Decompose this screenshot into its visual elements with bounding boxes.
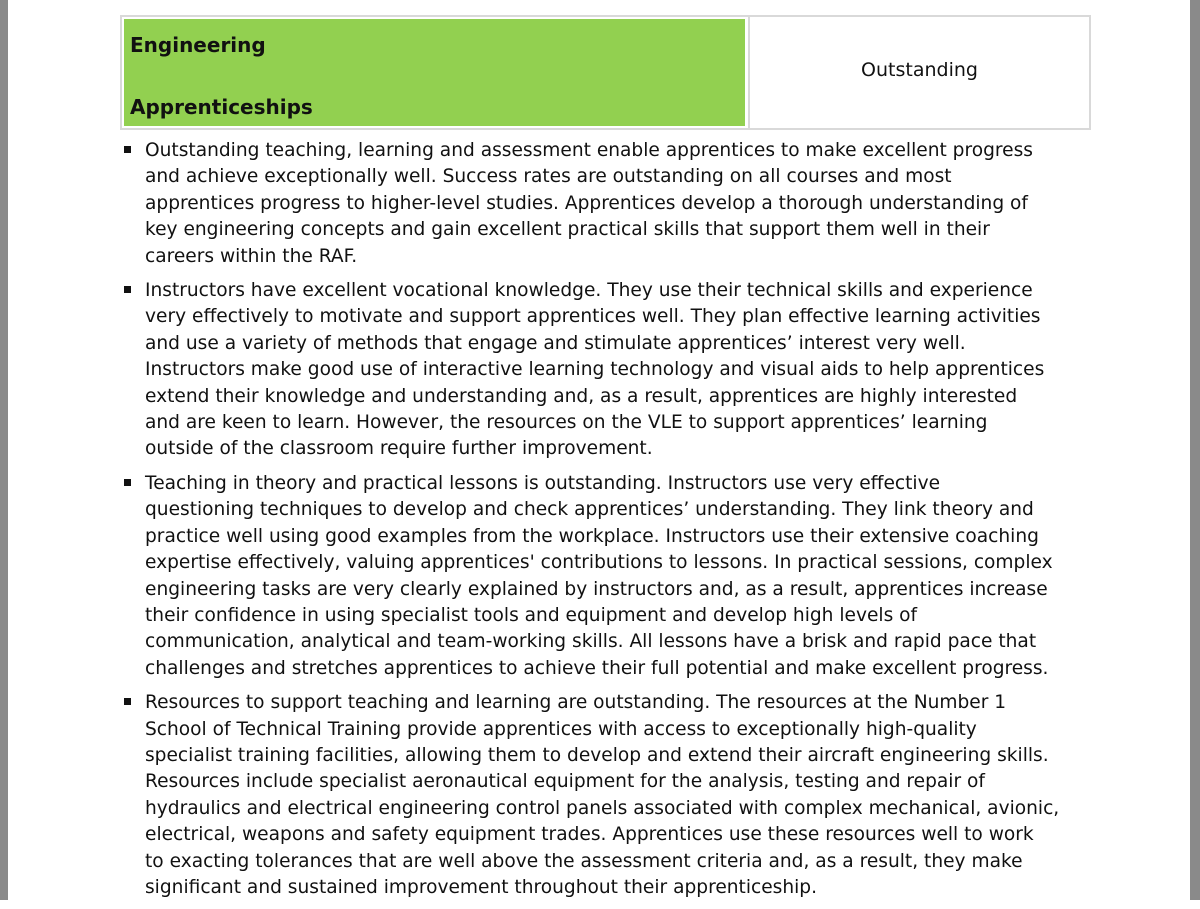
viewer-left-margin — [0, 0, 8, 900]
viewer-right-margin — [1190, 0, 1200, 900]
finding-text-line: and achieve exceptionally well. Success rates are outstanding on all courses and most — [145, 166, 952, 188]
finding-text-line: significant and sustained improvement throughout their apprenticeship. — [145, 876, 818, 898]
finding-text-line: specialist training facilities, allowing them to develop and extend their aircraft engineering skills. — [145, 744, 1049, 766]
finding-text-line: engineering tasks are very clearly explained by instructors and, as a result, apprentices increase — [145, 578, 1048, 600]
subject-title: Engineering — [130, 33, 266, 57]
finding-text-line: Outstanding teaching, learning and assessment enable apprentices to make excellent progress — [145, 140, 1033, 161]
finding-text-line: challenges and stretches apprentices to achieve their full potential and make excellent progress. — [145, 657, 1049, 679]
finding-text-line: apprentices progress to higher-level studies. Apprentices develop a thorough understanding of — [145, 192, 1028, 214]
finding-text-line: and use a variety of methods that engage and stimulate apprentices’ interest very well. — [145, 332, 966, 354]
finding-item — [122, 138, 1182, 270]
finding-text-line: their confidence in using specialist tools and equipment and develop high levels of — [145, 604, 918, 626]
finding-text-line: extend their knowledge and understanding and, as a result, apprentices are highly interested — [145, 385, 1018, 407]
finding-text-line: practice well using good examples from the workplace. Instructors use their extensive coaching — [145, 525, 1039, 547]
finding-text-line: and are keen to learn. However, the resources on the VLE to support apprentices’ learning — [145, 412, 988, 434]
finding-item — [122, 690, 1182, 901]
finding-text-line: Resources include specialist aeronautical equipment for the analysis, testing and repair of — [145, 771, 985, 793]
finding-item — [122, 278, 1182, 463]
finding-text-line: Instructors make good use of interactive learning technology and visual aids to help apprentices — [145, 359, 1045, 381]
finding-text-line: expertise effectively, valuing apprentices' contributions to lessons. In practical sessions, complex — [145, 552, 1053, 574]
subject-cell — [124, 19, 745, 126]
finding-text-line: key engineering concepts and gain excellent practical skills that support them well in their — [145, 219, 990, 241]
findings-list — [122, 138, 1182, 909]
finding-text-line: outside of the classroom require further improvement. — [145, 438, 653, 460]
finding-text-line: to exacting tolerances that are well above the assessment criteria and, as a result, they make — [145, 850, 1023, 872]
finding-text-line: School of Technical Training provide apprentices with access to exceptionally high-quality — [145, 718, 977, 740]
subject-subtitle: Apprenticeships — [130, 95, 313, 119]
finding-text-line: Instructors have excellent vocational knowledge. They use their technical skills and experience — [145, 280, 1033, 302]
grade-table — [120, 15, 1091, 130]
finding-text-line: electrical, weapons and safety equipment trades. Apprentices use these resources well to work — [145, 824, 1034, 846]
finding-text-line: very effectively to motivate and support apprentices well. They plan effective learning activities — [145, 306, 1041, 328]
square-bullet-icon — [124, 479, 131, 486]
finding-text-line: questioning techniques to develop and check apprentices’ understanding. They link theory and — [145, 499, 1034, 521]
finding-item — [122, 471, 1182, 682]
finding-text-line: hydraulics and electrical engineering control panels associated with complex mechanical, avionic, — [145, 797, 1060, 819]
square-bullet-icon — [124, 698, 131, 705]
finding-text-line: communication, analytical and team-working skills. All lessons have a brisk and rapid pace that — [145, 631, 1037, 653]
square-bullet-icon — [124, 286, 131, 293]
grade-value: Outstanding — [861, 58, 978, 81]
finding-text-line: Teaching in theory and practical lessons is outstanding. Instructors use very effective — [145, 472, 941, 494]
grade-cell — [748, 17, 1089, 128]
square-bullet-icon — [124, 146, 131, 153]
finding-text-line: careers within the RAF. — [145, 245, 358, 267]
finding-text-line: Resources to support teaching and learning are outstanding. The resources at the Number 1 — [145, 692, 1007, 714]
